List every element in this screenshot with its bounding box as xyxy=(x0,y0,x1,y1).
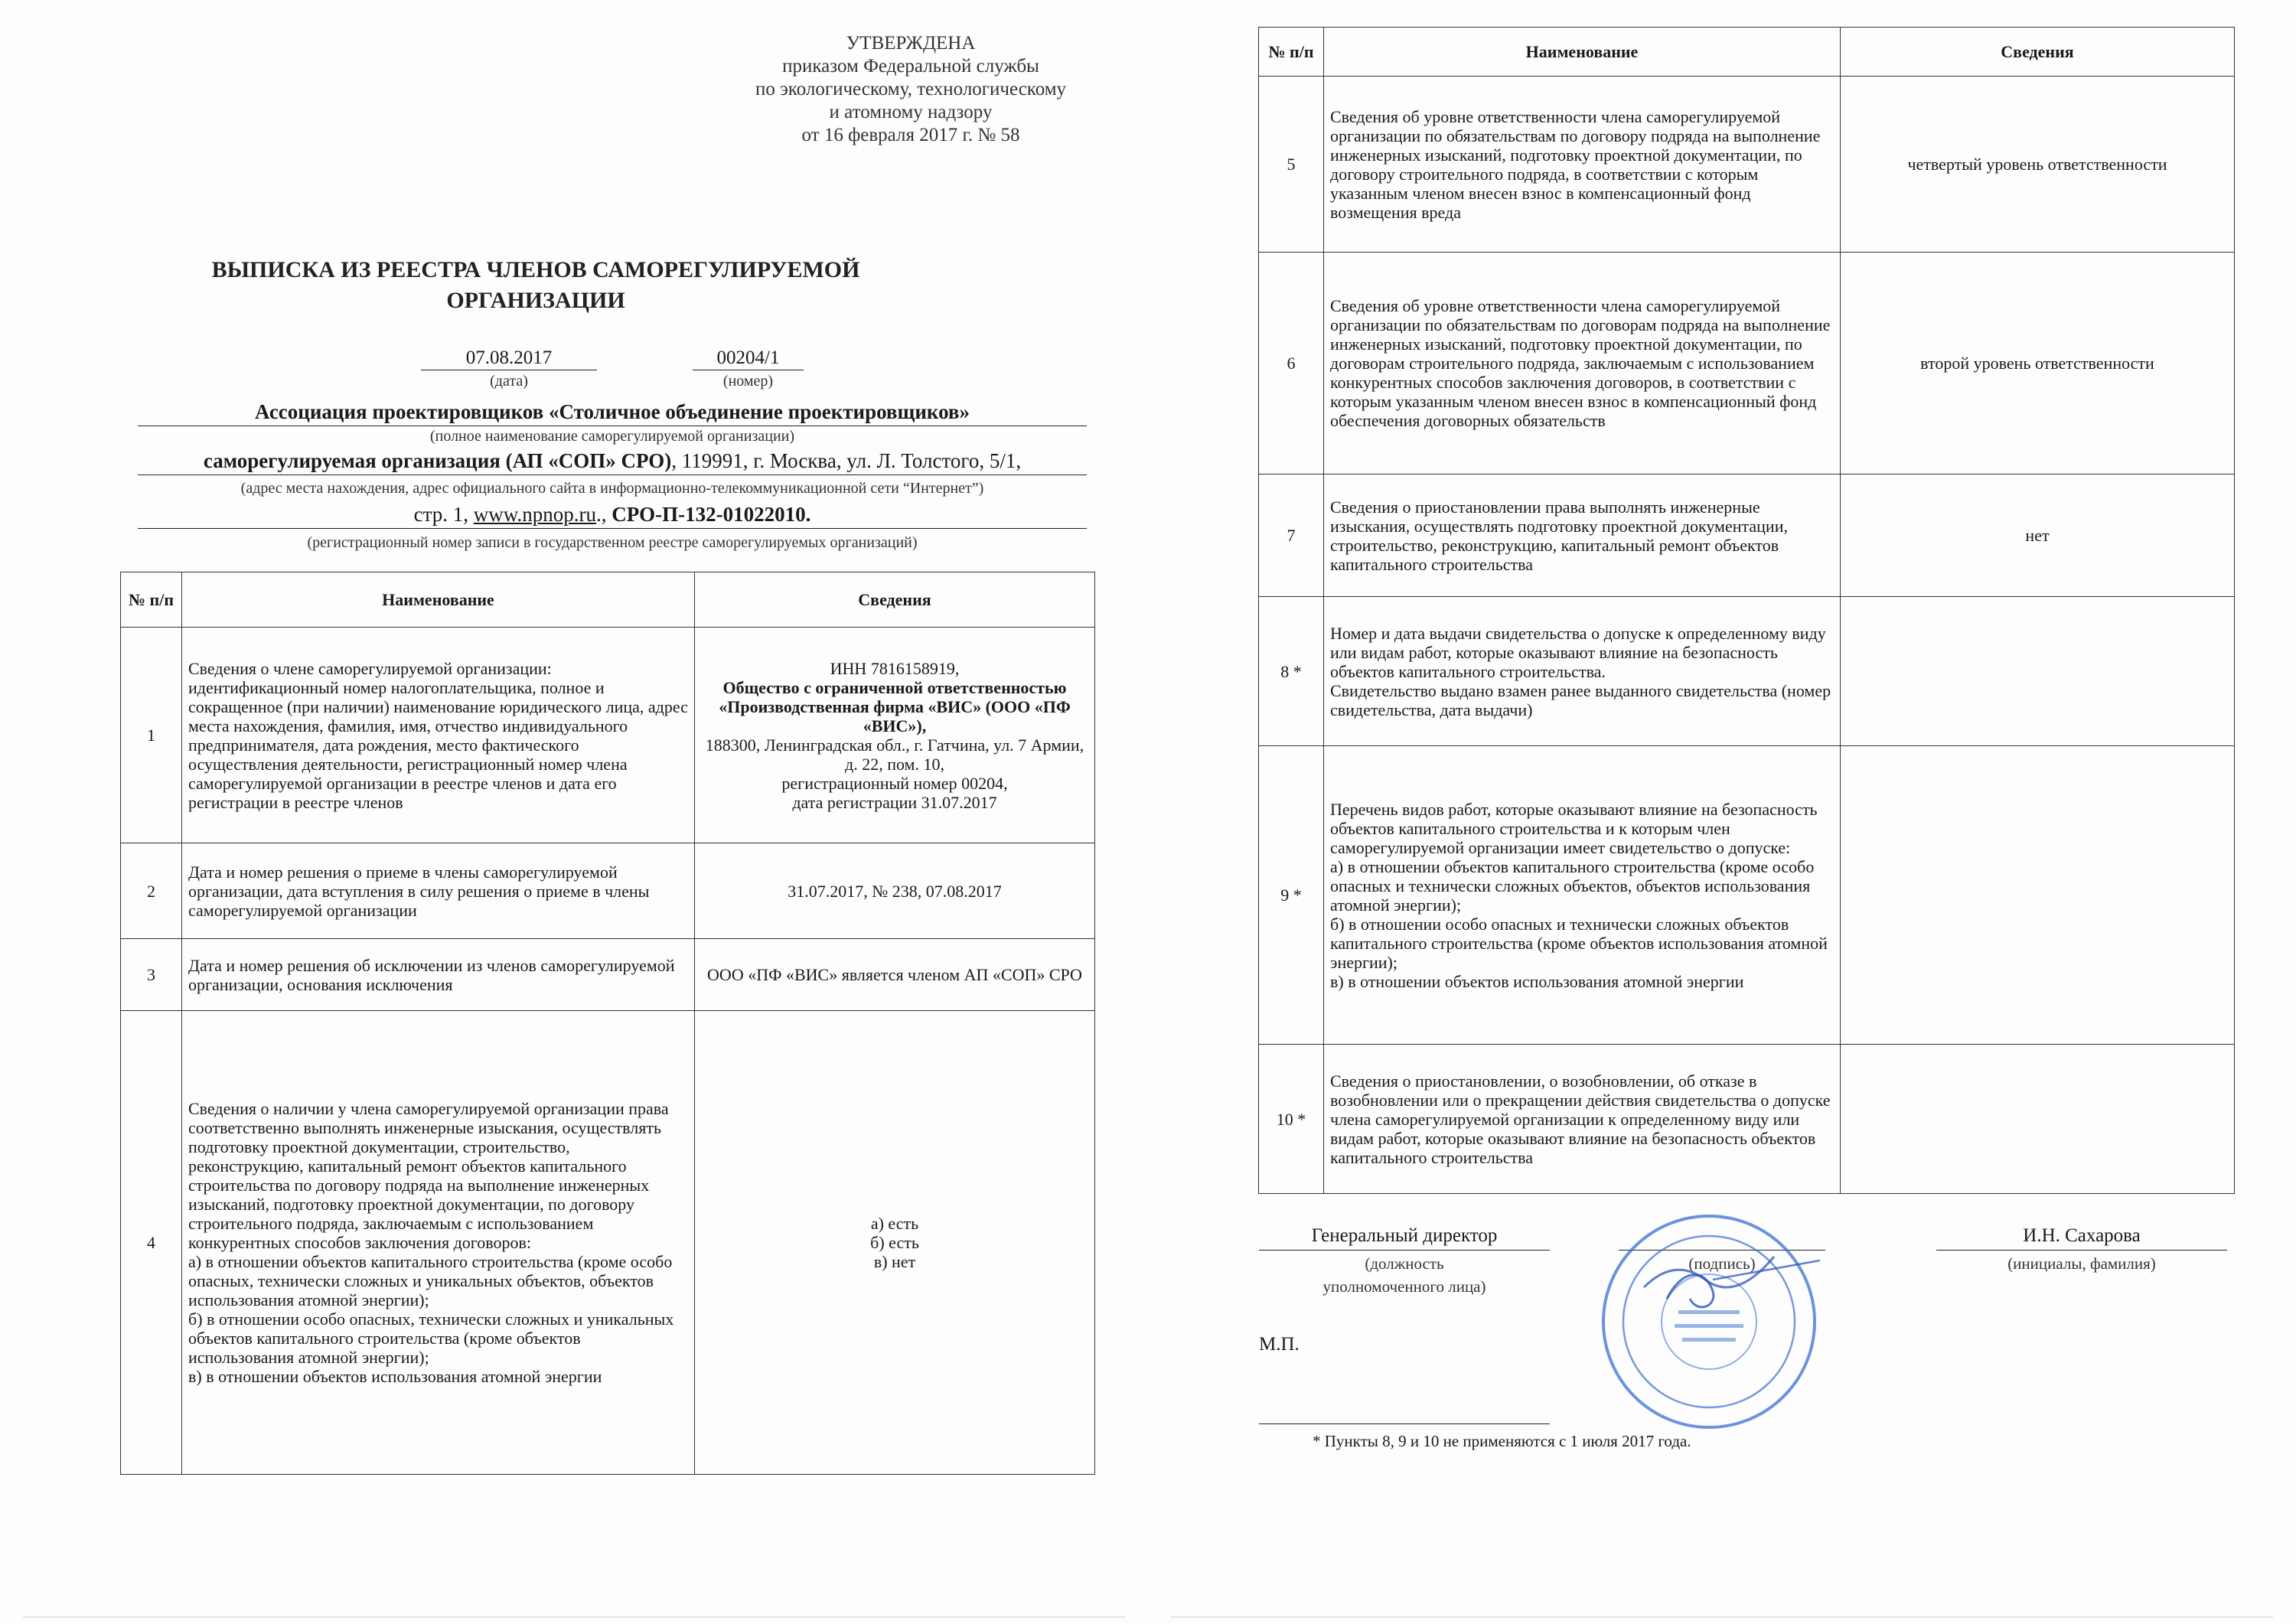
row-value: нет xyxy=(1841,474,2235,597)
row-num: 7 xyxy=(1259,474,1324,597)
table-row xyxy=(1259,746,2235,1045)
approval-block xyxy=(689,32,1133,147)
header-info: Сведения xyxy=(1841,28,2235,77)
signature-caption: (подпись) xyxy=(1688,1254,1756,1273)
table-row xyxy=(1259,1045,2235,1194)
position-caption-2: уполномоченного лица) xyxy=(1322,1277,1486,1296)
row-value: 31.07.2017, № 238, 07.08.2017 xyxy=(695,843,1095,939)
row-num: 6 xyxy=(1259,253,1324,474)
table-row xyxy=(1259,474,2235,597)
row-num: 3 xyxy=(121,939,182,1011)
approval-line: приказом Федеральной службы xyxy=(782,56,1039,77)
header-num: № п/п xyxy=(121,572,182,628)
document-title-line-1: ВЫПИСКА ИЗ РЕЕСТРА ЧЛЕНОВ САМОРЕГУЛИРУЕМОЙ xyxy=(211,257,860,282)
row-num: 5 xyxy=(1259,77,1324,253)
row-value: а) есть б) есть в) нет xyxy=(695,1011,1095,1475)
table-row xyxy=(1259,253,2235,474)
signatory-position: Генеральный директор xyxy=(1311,1225,1498,1246)
position-caption-1: (должность xyxy=(1365,1254,1444,1273)
header-name: Наименование xyxy=(1324,28,1841,77)
footnote-separator xyxy=(1259,1423,1550,1424)
organization-full-name: Ассоциация проектировщиков «Столичное объединение проектировщиков» xyxy=(138,398,1087,426)
row-name: Сведения о приостановлении, о возобновлении, об отказе в возобновлении или о прекращении действия свидетельства о допуске члена саморегулируемой организации к определенному виду или видам работ, которые оказывают влияние на безопасность объектов капитального строительства xyxy=(1324,1045,1841,1194)
table-header-row xyxy=(1259,28,2235,77)
organization-address-part-2: стр. 1, xyxy=(413,503,469,526)
row-num: 10 * xyxy=(1259,1045,1324,1194)
table-row xyxy=(121,1011,1095,1475)
page-edge xyxy=(23,1616,1125,1618)
table-row xyxy=(1259,77,2235,253)
row-num: 4 xyxy=(121,1011,182,1475)
member-reg-date: дата регистрации 31.07.2017 xyxy=(792,792,997,812)
row-name: Сведения о члене саморегулируемой организации: идентификационный номер налогоплательщика, полное и сокращенное (при наличии) наименование юридического лица, адрес места нахождения, фамилия, имя, отчество индивидуального предпринимателя, дата рождения, место фактического осуществления деятельности, регистрационный номер члена саморегулируемой организации в реестре членов и дата его регистрации в реестре членов xyxy=(182,628,695,843)
document-title xyxy=(153,255,918,316)
organization-address-caption: (адрес места нахождения, адрес официального сайта в информационно-телекоммуникационной сети “Интернет”) xyxy=(240,480,984,497)
position-line xyxy=(1259,1250,1550,1251)
extract-date: 07.08.2017 xyxy=(421,347,597,370)
table-row xyxy=(121,843,1095,939)
member-address: 188300, Ленинградская обл., г. Гатчина, ул. 7 Армии, д. 22, пом. 10, xyxy=(705,735,1084,774)
organization-full-name-caption: (полное наименование саморегулируемой организации) xyxy=(429,428,795,445)
organization-address-website-reg xyxy=(138,501,1087,529)
register-table-left xyxy=(120,572,1095,1475)
header-num: № п/п xyxy=(1259,28,1324,77)
name-line xyxy=(1936,1250,2227,1251)
row-num: 9 * xyxy=(1259,746,1324,1045)
row-name: Перечень видов работ, которые оказывают влияние на безопасность объектов капитального строительства и к которым член саморегулируемой организации имеет свидетельство о допуске: а) в отношении объектов капитального строительства (кроме особо опасных и технически сложных объектов, объектов использования атомной энергии); б) в отношении особо опасных и технически сложных объектов капитального строительства (кроме объектов использования атомной энергии); в) в отношении объектов использования атомной энергии xyxy=(1324,746,1841,1045)
name-caption: (инициалы, фамилия) xyxy=(2007,1254,2156,1273)
row-value xyxy=(695,628,1095,843)
row-name: Сведения об уровне ответственности члена саморегулируемой организации по обязательствам по договору подряда на выполнение инженерных изысканий, подготовку проектной документации, по договору строительного подряда, в соответствии с которым указанным членом внесен взнос в компенсационный фонд возмещения вреда xyxy=(1324,77,1841,253)
table-header-row xyxy=(121,572,1095,628)
row-name: Дата и номер решения о приеме в члены саморегулируемой организации, дата вступления в силу решения о приеме в члены саморегулируемой организации xyxy=(182,843,695,939)
member-reg-number: регистрационный номер 00204, xyxy=(781,773,1008,793)
row-num: 1 xyxy=(121,628,182,843)
approval-line: по экологическому, технологическому xyxy=(755,79,1067,99)
organization-reg-caption: (регистрационный номер записи в государственном реестре саморегулируемых организаций) xyxy=(307,534,918,551)
organization-reg-sep: ., xyxy=(596,503,612,526)
organization-short-name: саморегулируемая организация (АП «СОП» СРО) xyxy=(203,449,672,472)
row-name: Сведения об уровне ответственности члена саморегулируемой организации по обязательствам по договорам подряда на выполнение инженерных изысканий, подготовку проектной документации, по договорам строительного подряда, заключаемым с использованием конкурентных способов заключения договоров, в соответствии с которым указанным членом внесен взнос в компенсационный фонд обеспечения договорных обязательств xyxy=(1324,253,1841,474)
seal-place: М.П. xyxy=(1259,1334,1300,1355)
table-row xyxy=(121,628,1095,843)
header-name: Наименование xyxy=(182,572,695,628)
row-num: 2 xyxy=(121,843,182,939)
member-inn: ИНН 7816158919, xyxy=(830,658,960,678)
page-edge xyxy=(1171,1616,2273,1618)
row-name: Сведения о наличии у члена саморегулируемой организации права соответственно выполнять инженерные изыскания, осуществлять подготовку проектной документации, строительство, реконструкцию, капитальный ремонт объектов капитального строительства по договору подряда на выполнение инженерных изысканий, подготовку проектной документации, по договору строительного подряда, заключаемым с использованием конкурентных способов заключения договоров: а) в отношении объектов капитального строительства (кроме особо опасных, технически сложных и уникальных объектов, объектов использования атомной энергии); б) в отношении особо опасных, технически сложных и уникальных объектов капитального строительства (кроме объектов использования атомной энергии); в) в отношении объектов использования атомной энергии xyxy=(182,1011,695,1475)
register-table-right xyxy=(1258,27,2235,1194)
approval-line: от 16 февраля 2017 г. № 58 xyxy=(801,125,1020,145)
row-value xyxy=(1841,746,2235,1045)
footnote: * Пункты 8, 9 и 10 не применяются с 1 июля 2017 года. xyxy=(1313,1432,1691,1450)
row-value: второй уровень ответственности xyxy=(1841,253,2235,474)
organization-website-link[interactable]: www.npnop.ru xyxy=(473,503,597,526)
organization-address-part-1: , 119991, г. Москва, ул. Л. Толстого, 5/1, xyxy=(671,449,1022,472)
extract-date-caption: (дата) xyxy=(490,373,528,390)
approval-line: УТВЕРЖДЕНА xyxy=(846,33,976,54)
extract-number: 00204/1 xyxy=(693,347,804,370)
member-company-name: Общество с ограниченной ответственностью «Производственная фирма «ВИС» (ООО «ПФ «ВИС»), xyxy=(719,677,1071,735)
row-value xyxy=(1841,1045,2235,1194)
header-info: Сведения xyxy=(695,572,1095,628)
organization-short-name-address xyxy=(138,447,1087,475)
row-value: четвертый уровень ответственности xyxy=(1841,77,2235,253)
table-row xyxy=(121,939,1095,1011)
signatory-name: И.Н. Сахарова xyxy=(2023,1225,2141,1246)
approval-line: и атомному надзору xyxy=(829,102,993,122)
row-num: 8 * xyxy=(1259,597,1324,746)
row-name: Дата и номер решения об исключении из членов саморегулируемой организации, основания исключения xyxy=(182,939,695,1011)
row-value: ООО «ПФ «ВИС» является членом АП «СОП» СРО xyxy=(695,939,1095,1011)
document-title-line-2: ОРГАНИЗАЦИИ xyxy=(446,288,625,313)
table-row xyxy=(1259,597,2235,746)
row-name: Сведения о приостановлении права выполнять инженерные изыскания, осуществлять подготовку проектной документации, строительство, реконструкцию, капитальный ремонт объектов капитального строительства xyxy=(1324,474,1841,597)
round-seal-icon xyxy=(1598,1211,1820,1433)
extract-number-caption: (номер) xyxy=(722,373,774,390)
organization-reg-number: СРО-П-132-01022010. xyxy=(612,503,811,526)
row-value xyxy=(1841,597,2235,746)
row-name: Номер и дата выдачи свидетельства о допуске к определенному виду или видам работ, которые оказывают влияние на безопасность объектов капитального строительства. Свидетельство выдано взамен ранее выданного свидетельства (номер свидетельства, дата выдачи) xyxy=(1324,597,1841,746)
